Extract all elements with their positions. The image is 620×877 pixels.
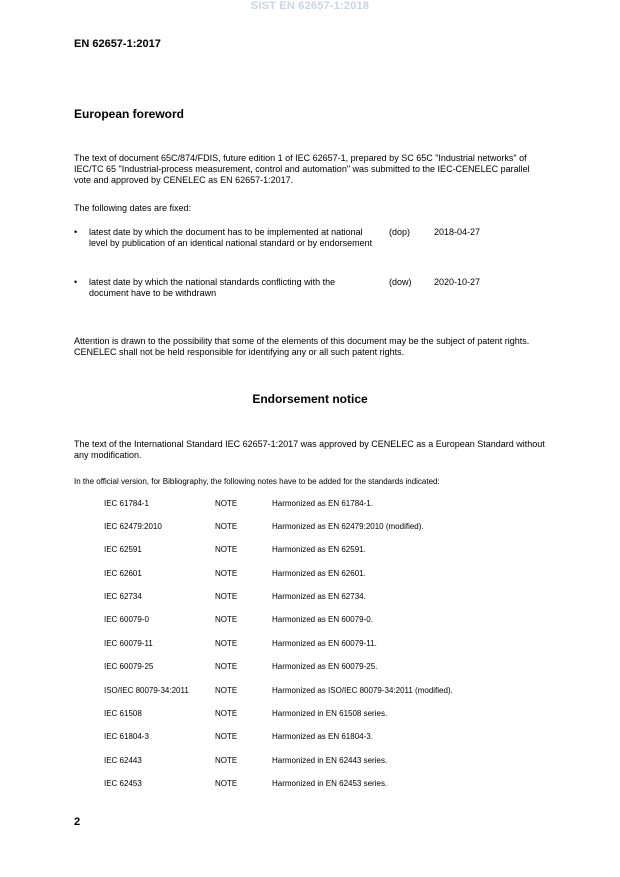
note-label: NOTE	[215, 756, 238, 765]
note-label: NOTE	[215, 639, 238, 648]
harmonized-text: Harmonized as EN 60079-0.	[272, 615, 373, 624]
endorsement-title: Endorsement notice	[252, 392, 368, 406]
bullet-dow-date: 2020-10-27	[434, 277, 481, 287]
harmonized-text: Harmonized as EN 60079-11.	[272, 639, 377, 648]
standard-id: IEC 62601	[104, 569, 142, 578]
harmonized-text: Harmonized in EN 62453 series.	[272, 779, 388, 788]
table-row	[0, 779, 620, 791]
watermark: SIST EN 62657-1:2018	[250, 0, 370, 12]
note-label: NOTE	[215, 779, 238, 788]
document-id: EN 62657-1:2017	[74, 38, 161, 50]
table-row	[0, 639, 620, 651]
standard-id: ISO/IEC 80079-34:2011	[104, 686, 189, 695]
table-row	[0, 756, 620, 768]
page-number: 2	[74, 816, 81, 828]
note-label: NOTE	[215, 732, 238, 741]
table-row	[0, 709, 620, 721]
standard-id: IEC 60079-11	[104, 639, 153, 648]
foreword-paragraph: The text of document 65C/874/FDIS, future edition 1 of IEC 62657-1, prepared by SC 65C "Industrial networks" of IEC/TC 65 "Industrial-process measurement, control and automation" was submitted to the IEC-CENELEC parallel vote and approved by CENELEC as EN 62657-1:2017.	[74, 153, 530, 185]
note-label: NOTE	[215, 662, 238, 671]
endorsement-paragraph: The text of the International Standard IEC 62657-1:2017 was approved by CENELEC as a European Standard without any modification.	[74, 439, 545, 460]
dates-intro: The following dates are fixed:	[74, 203, 192, 213]
table-row	[0, 732, 620, 744]
note-label: NOTE	[215, 686, 238, 695]
note-label: NOTE	[215, 522, 238, 531]
note-label: NOTE	[215, 499, 238, 508]
bullet-dow-code: (dow)	[389, 277, 412, 287]
bibliography-note: In the official version, for Bibliography, the following notes have to be added for the standards indicated:	[74, 477, 440, 486]
harmonized-text: Harmonized as EN 62734.	[272, 592, 366, 601]
harmonized-text: Harmonized as EN 60079-25.	[272, 662, 378, 671]
bullet-dow-marker: •	[74, 277, 78, 287]
bullet-dop-date: 2018-04-27	[434, 227, 481, 237]
table-row	[0, 615, 620, 627]
standard-id: IEC 62591	[104, 545, 142, 554]
bullet-dow-text: latest date by which the national standards conflicting with the document have to be withdrawn	[89, 277, 336, 298]
bullet-dop-text: latest date by which the document has to be implemented at national level by publication of an identical national standard or by endorsement	[89, 227, 373, 248]
harmonized-text: Harmonized in EN 61508 series.	[272, 709, 388, 718]
harmonized-text: Harmonized as EN 62591.	[272, 545, 366, 554]
standard-id: IEC 62443	[104, 756, 142, 765]
table-row	[0, 569, 620, 581]
table-row	[0, 592, 620, 604]
standard-id: IEC 61508	[104, 709, 142, 718]
table-row	[0, 499, 620, 511]
harmonized-text: Harmonized as EN 62601.	[272, 569, 366, 578]
bullet-dop-code: (dop)	[389, 227, 411, 237]
standard-id: IEC 60079-25	[104, 662, 154, 671]
standard-id: IEC 61804-3	[104, 732, 149, 741]
table-row	[0, 545, 620, 557]
note-label: NOTE	[215, 615, 238, 624]
bullet-dop-marker: •	[74, 227, 78, 237]
harmonized-text: Harmonized as EN 61784-1.	[272, 499, 373, 508]
note-label: NOTE	[215, 592, 238, 601]
note-label: NOTE	[215, 569, 238, 578]
note-label: NOTE	[215, 545, 238, 554]
standard-id: IEC 60079-0	[104, 615, 149, 624]
harmonized-text: Harmonized as EN 62479:2010 (modified).	[272, 522, 424, 531]
note-label: NOTE	[215, 709, 238, 718]
standard-id: IEC 62479:2010	[104, 522, 162, 531]
standard-id: IEC 62453	[104, 779, 142, 788]
harmonized-text: Harmonized as ISO/IEC 80079-34:2011 (modified).	[272, 686, 453, 695]
table-row	[0, 662, 620, 674]
table-row	[0, 686, 620, 698]
patent-attention: Attention is drawn to the possibility that some of the elements of this document may be the subject of patent rights. CENELEC shall not be held responsible for identifying any or all such patent rights.	[74, 336, 530, 357]
table-row	[0, 522, 620, 534]
standard-id: IEC 61784-1	[104, 499, 149, 508]
foreword-title: European foreword	[74, 107, 185, 121]
harmonized-text: Harmonized as EN 61804-3.	[272, 732, 373, 741]
harmonized-text: Harmonized in EN 62443 series.	[272, 756, 388, 765]
standard-id: IEC 62734	[104, 592, 142, 601]
